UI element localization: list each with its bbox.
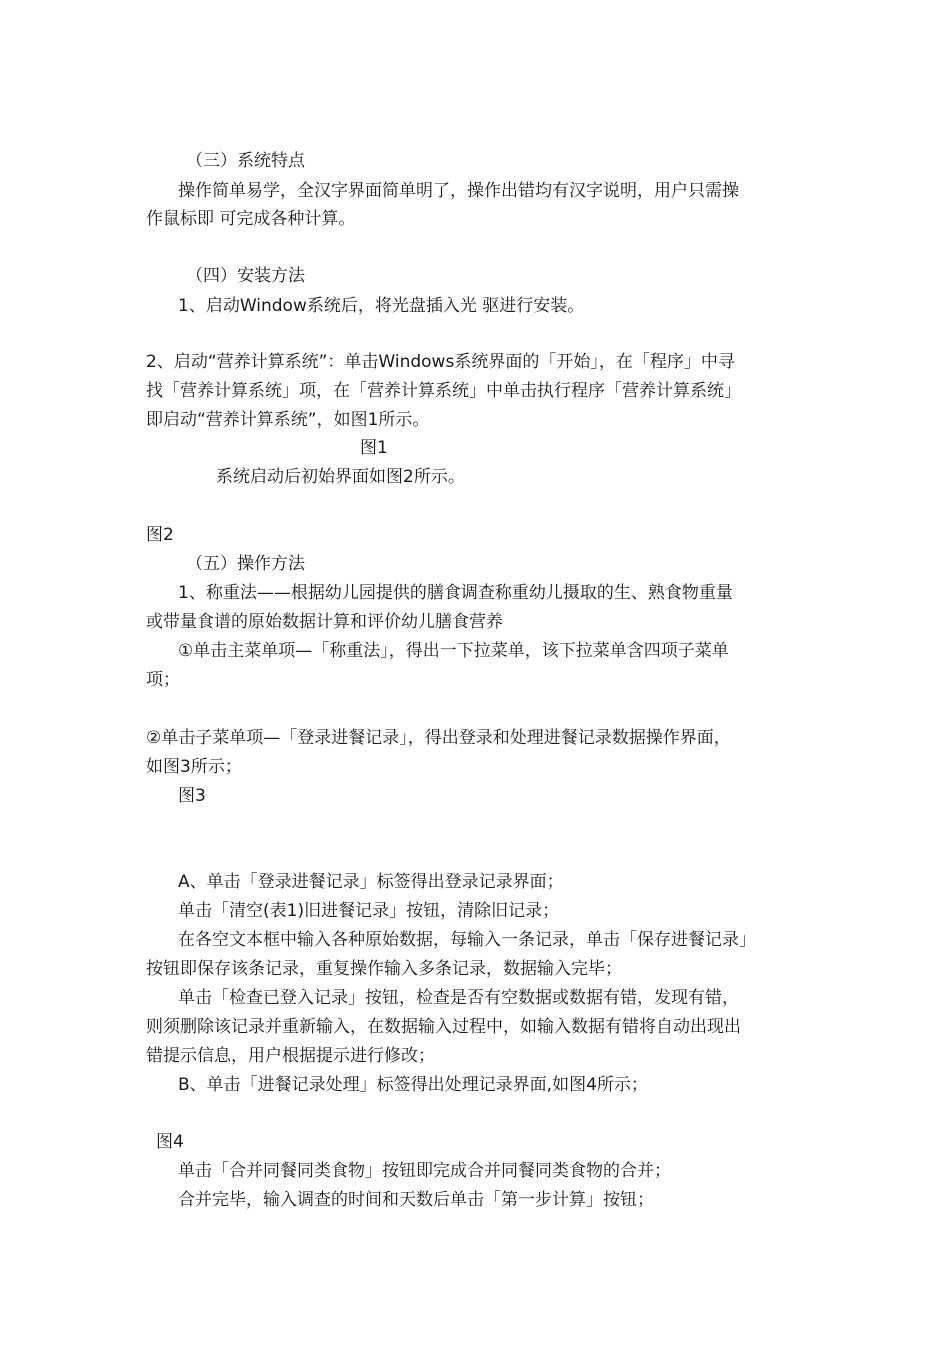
paragraph-line: 1、启动Window系统后，将光盘插入光 驱进行安装。 [178,296,585,316]
section-heading-features: （三）系统特点 [186,151,305,171]
figure-caption: 图3 [178,786,206,806]
paragraph-line: 找「营养计算系统」项，在「营养计算系统」中单击执行程序「营养计算系统」 [146,381,741,401]
paragraph-line: 在各空文本框中输入各种原始数据，每输入一条记录，单击「保存进餐记录」 [178,930,756,950]
paragraph-line: 作鼠标即 可完成各种计算。 [146,209,356,229]
paragraph-line: 单击「合并同餐同类食物」按钮即完成合并同餐同类食物的合并； [178,1161,671,1181]
paragraph-line: 如图3所示； [146,757,242,777]
section-heading-operation: （五）操作方法 [186,554,305,574]
paragraph-line: 或带量食谱的原始数据计算和评价幼儿膳食营养 [146,612,503,632]
paragraph-line: 合并完毕，输入调查的时间和天数后单击「第一步计算」按钮； [178,1190,654,1210]
paragraph-line: 2、启动“营养计算系统”：单击Windows系统界面的「开始」，在「程序」中寻 [146,352,735,372]
paragraph-line: 按钮即保存该条记录，重复操作输入多条记录，数据输入完毕； [146,959,622,979]
paragraph-line: 即启动“营养计算系统”，如图1所示。 [146,410,430,430]
paragraph-line: A、单击「登录进餐记录」标签得出登录记录界面； [178,872,564,892]
paragraph-line: 项； [146,670,180,690]
figure-caption: 图1 [360,438,388,458]
paragraph-line: ①单击主菜单项—「称重法」，得出一下拉菜单，该下拉菜单含四项子菜单 [178,641,729,661]
figure-caption: 图2 [146,525,174,545]
paragraph-line: 系统启动后初始界面如图2所示。 [216,467,465,487]
paragraph-line: B、单击「进餐记录处理」标签得出处理记录界面,如图4所示； [178,1075,648,1095]
paragraph-line: 错提示信息，用户根据提示进行修改； [146,1046,435,1066]
paragraph-line: ②单击子菜单项—「登录进餐记录」，得出登录和处理进餐记录数据操作界面， [146,728,731,748]
paragraph-line: 1、称重法——根据幼儿园提供的膳食调查称重幼儿摄取的生、熟食物重量 [178,583,733,603]
section-heading-install: （四）安装方法 [186,266,305,286]
figure-caption: 图4 [156,1132,184,1152]
paragraph-line: 单击「检查已登入记录」按钮，检查是否有空数据或数据有错，发现有错， [178,988,739,1008]
paragraph-line: 则须删除该记录并重新输入，在数据输入过程中，如输入数据有错将自动出现出 [146,1017,741,1037]
paragraph-line: 单击「清空(表1)旧进餐记录」按钮，清除旧记录； [178,901,560,921]
paragraph-line: 操作简单易学，全汉字界面简单明了，操作出错均有汉字说明，用户只需操 [178,181,739,201]
